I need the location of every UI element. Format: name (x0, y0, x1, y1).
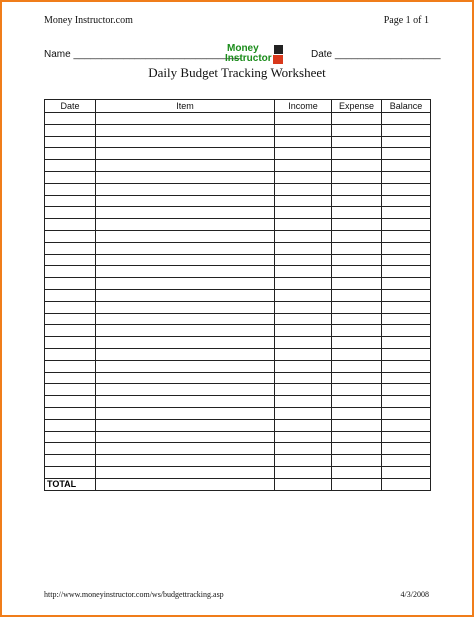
table-cell[interactable] (96, 360, 275, 372)
table-cell[interactable] (275, 136, 332, 148)
table-row (45, 148, 431, 160)
table-cell[interactable] (275, 219, 332, 231)
page-title: Daily Budget Tracking Worksheet (148, 65, 326, 80)
table-row (45, 372, 431, 384)
table-cell[interactable] (96, 207, 275, 219)
table-cell[interactable] (382, 455, 431, 467)
table-row (45, 171, 431, 183)
table-cell[interactable] (275, 419, 332, 431)
budget-table (44, 99, 431, 491)
table-cell[interactable] (96, 313, 275, 325)
table-cell[interactable] (275, 301, 332, 313)
table-cell[interactable] (275, 455, 332, 467)
column-header-balance: Balance (382, 100, 431, 113)
table-cell[interactable] (332, 289, 382, 301)
table-cell[interactable] (45, 384, 96, 396)
total-cell[interactable] (382, 478, 431, 490)
footer-date: 4/3/2008 (400, 590, 429, 599)
table-cell[interactable] (96, 124, 275, 136)
table-cell[interactable] (382, 348, 431, 360)
table-cell[interactable] (332, 396, 382, 408)
table-row (45, 242, 431, 254)
table-row (45, 431, 431, 443)
table-cell[interactable] (96, 242, 275, 254)
table-cell[interactable] (45, 419, 96, 431)
table-cell[interactable] (332, 171, 382, 183)
table-row (45, 113, 431, 125)
table-cell[interactable] (275, 372, 332, 384)
table-cell[interactable] (275, 113, 332, 125)
table-row (45, 337, 431, 349)
table-cell[interactable] (275, 207, 332, 219)
table-cell[interactable] (382, 113, 431, 125)
table-cell[interactable] (382, 313, 431, 325)
table-cell[interactable] (96, 136, 275, 148)
table-cell[interactable] (275, 313, 332, 325)
table-cell[interactable] (96, 230, 275, 242)
table-cell[interactable] (96, 419, 275, 431)
table-cell[interactable] (96, 113, 275, 125)
table-cell[interactable] (96, 407, 275, 419)
table-cell[interactable] (275, 160, 332, 172)
table-cell[interactable] (45, 183, 96, 195)
table-cell[interactable] (45, 254, 96, 266)
table-row (45, 313, 431, 325)
table-cell[interactable] (45, 266, 96, 278)
total-cell[interactable] (332, 478, 382, 490)
table-cell[interactable] (332, 443, 382, 455)
table-row (45, 136, 431, 148)
table-row (45, 301, 431, 313)
table-cell[interactable] (332, 384, 382, 396)
table-cell[interactable] (382, 171, 431, 183)
table-cell[interactable] (382, 148, 431, 160)
table-cell[interactable] (45, 136, 96, 148)
table-cell[interactable] (332, 113, 382, 125)
table-row (45, 384, 431, 396)
total-row (45, 478, 431, 490)
table-cell[interactable] (332, 466, 382, 478)
table-row (45, 419, 431, 431)
table-cell[interactable] (45, 148, 96, 160)
table-cell[interactable] (332, 219, 382, 231)
table-cell[interactable] (275, 337, 332, 349)
table-header-row (45, 100, 431, 113)
table-cell[interactable] (96, 384, 275, 396)
table-row (45, 278, 431, 290)
table-cell[interactable] (382, 278, 431, 290)
table-row (45, 396, 431, 408)
table-cell[interactable] (45, 113, 96, 125)
table-cell[interactable] (332, 148, 382, 160)
table-cell[interactable] (45, 443, 96, 455)
column-header-expense: Expense (332, 100, 382, 113)
table-cell[interactable] (382, 254, 431, 266)
table-cell[interactable] (382, 230, 431, 242)
table-row (45, 195, 431, 207)
table-cell[interactable] (332, 407, 382, 419)
table-cell[interactable] (96, 431, 275, 443)
table-cell[interactable] (96, 466, 275, 478)
table-cell[interactable] (382, 407, 431, 419)
table-cell[interactable] (96, 219, 275, 231)
table-cell[interactable] (275, 289, 332, 301)
table-cell[interactable] (45, 289, 96, 301)
table-cell[interactable] (332, 301, 382, 313)
column-header-date: Date (45, 100, 96, 113)
table-cell[interactable] (382, 195, 431, 207)
table-cell[interactable] (275, 407, 332, 419)
table-cell[interactable] (382, 372, 431, 384)
table-cell[interactable] (45, 325, 96, 337)
table-cell[interactable] (332, 266, 382, 278)
table-cell[interactable] (96, 289, 275, 301)
table-cell[interactable] (96, 148, 275, 160)
table-cell[interactable] (45, 219, 96, 231)
table-cell[interactable] (96, 266, 275, 278)
table-cell[interactable] (45, 455, 96, 467)
table-cell[interactable] (275, 195, 332, 207)
table-row (45, 466, 431, 478)
table-cell[interactable] (382, 337, 431, 349)
table-cell[interactable] (382, 301, 431, 313)
table-cell[interactable] (45, 396, 96, 408)
table-row (45, 183, 431, 195)
table-cell[interactable] (96, 372, 275, 384)
table-cell[interactable] (45, 360, 96, 372)
table-cell[interactable] (382, 466, 431, 478)
table-cell[interactable] (96, 325, 275, 337)
table-row (45, 219, 431, 231)
table-cell[interactable] (382, 419, 431, 431)
table-cell[interactable] (332, 278, 382, 290)
table-cell[interactable] (275, 242, 332, 254)
table-cell[interactable] (96, 348, 275, 360)
table-cell[interactable] (45, 337, 96, 349)
table-cell[interactable] (332, 337, 382, 349)
table-cell[interactable] (382, 136, 431, 148)
table-row (45, 360, 431, 372)
table-cell[interactable] (332, 254, 382, 266)
table-cell[interactable] (96, 278, 275, 290)
table-cell[interactable] (332, 183, 382, 195)
table-cell[interactable] (382, 360, 431, 372)
table-row (45, 443, 431, 455)
site-header: Money Instructor.com (44, 15, 133, 26)
table-cell[interactable] (382, 396, 431, 408)
table-cell[interactable] (45, 242, 96, 254)
table-cell[interactable] (96, 195, 275, 207)
table-row (45, 289, 431, 301)
table-cell[interactable] (332, 124, 382, 136)
table-cell[interactable] (96, 183, 275, 195)
table-cell[interactable] (332, 325, 382, 337)
table-cell[interactable] (275, 278, 332, 290)
table-cell[interactable] (275, 183, 332, 195)
table-cell[interactable] (45, 313, 96, 325)
table-cell[interactable] (275, 384, 332, 396)
logo-line-1: Money (227, 43, 259, 54)
table-cell[interactable] (275, 396, 332, 408)
table-cell[interactable] (332, 419, 382, 431)
table-cell[interactable] (382, 124, 431, 136)
table-cell[interactable] (332, 195, 382, 207)
logo-figure-icon (273, 55, 283, 64)
table-cell[interactable] (382, 219, 431, 231)
table-cell[interactable] (45, 195, 96, 207)
table-row (45, 207, 431, 219)
money-instructor-logo (225, 44, 285, 66)
name-field-label: Name ______________________________ (44, 49, 241, 60)
table-cell[interactable] (96, 337, 275, 349)
table-cell[interactable] (275, 124, 332, 136)
table-cell[interactable] (332, 230, 382, 242)
table-cell[interactable] (382, 431, 431, 443)
table-cell[interactable] (45, 278, 96, 290)
table-cell[interactable] (275, 466, 332, 478)
table-cell[interactable] (96, 301, 275, 313)
column-header-item: Item (96, 100, 275, 113)
table-row (45, 455, 431, 467)
table-cell[interactable] (45, 348, 96, 360)
table-cell[interactable] (382, 384, 431, 396)
table-cell[interactable] (382, 160, 431, 172)
table-cell[interactable] (382, 207, 431, 219)
date-field-label: Date ___________________ (311, 49, 441, 60)
table-cell[interactable] (275, 431, 332, 443)
table-cell[interactable] (332, 313, 382, 325)
column-header-income: Income (275, 100, 332, 113)
table-cell[interactable] (96, 254, 275, 266)
table-row (45, 348, 431, 360)
table-cell[interactable] (382, 289, 431, 301)
table-cell[interactable] (45, 207, 96, 219)
table-cell[interactable] (96, 455, 275, 467)
table-row (45, 124, 431, 136)
table-row (45, 407, 431, 419)
table-cell[interactable] (332, 372, 382, 384)
table-row (45, 266, 431, 278)
logo-graphic-icon (274, 45, 283, 54)
table-cell[interactable] (332, 242, 382, 254)
table-cell[interactable] (332, 348, 382, 360)
table-cell[interactable] (45, 171, 96, 183)
table-cell[interactable] (382, 183, 431, 195)
logo-line-2: Instructor (225, 53, 272, 64)
table-cell[interactable] (275, 254, 332, 266)
table-cell[interactable] (45, 124, 96, 136)
total-label: TOTAL (45, 478, 96, 490)
total-cell[interactable] (275, 478, 332, 490)
table-cell[interactable] (96, 171, 275, 183)
table-cell[interactable] (45, 431, 96, 443)
table-cell[interactable] (96, 396, 275, 408)
table-cell[interactable] (332, 455, 382, 467)
table-cell[interactable] (275, 230, 332, 242)
page-number: Page 1 of 1 (383, 15, 429, 26)
footer-url: http://www.moneyinstructor.com/ws/budgettracking.asp (44, 590, 224, 599)
table-cell[interactable] (45, 160, 96, 172)
table-cell[interactable] (332, 136, 382, 148)
table-cell[interactable] (96, 443, 275, 455)
table-cell[interactable] (332, 207, 382, 219)
table-cell[interactable] (275, 360, 332, 372)
table-row (45, 254, 431, 266)
table-cell[interactable] (45, 230, 96, 242)
table-cell[interactable] (275, 148, 332, 160)
table-cell[interactable] (275, 266, 332, 278)
table-cell[interactable] (332, 160, 382, 172)
table-row (45, 160, 431, 172)
table-cell[interactable] (382, 242, 431, 254)
table-cell[interactable] (275, 443, 332, 455)
table-cell[interactable] (45, 301, 96, 313)
table-cell[interactable] (332, 360, 382, 372)
table-cell[interactable] (382, 443, 431, 455)
table-row (45, 230, 431, 242)
table-cell[interactable] (45, 372, 96, 384)
table-cell[interactable] (45, 407, 96, 419)
table-cell[interactable] (45, 466, 96, 478)
table-cell[interactable] (382, 325, 431, 337)
table-cell[interactable] (275, 325, 332, 337)
total-cell[interactable] (96, 478, 275, 490)
table-cell[interactable] (275, 171, 332, 183)
table-cell[interactable] (275, 348, 332, 360)
table-cell[interactable] (382, 266, 431, 278)
table-row (45, 325, 431, 337)
table-cell[interactable] (96, 160, 275, 172)
table-cell[interactable] (332, 431, 382, 443)
